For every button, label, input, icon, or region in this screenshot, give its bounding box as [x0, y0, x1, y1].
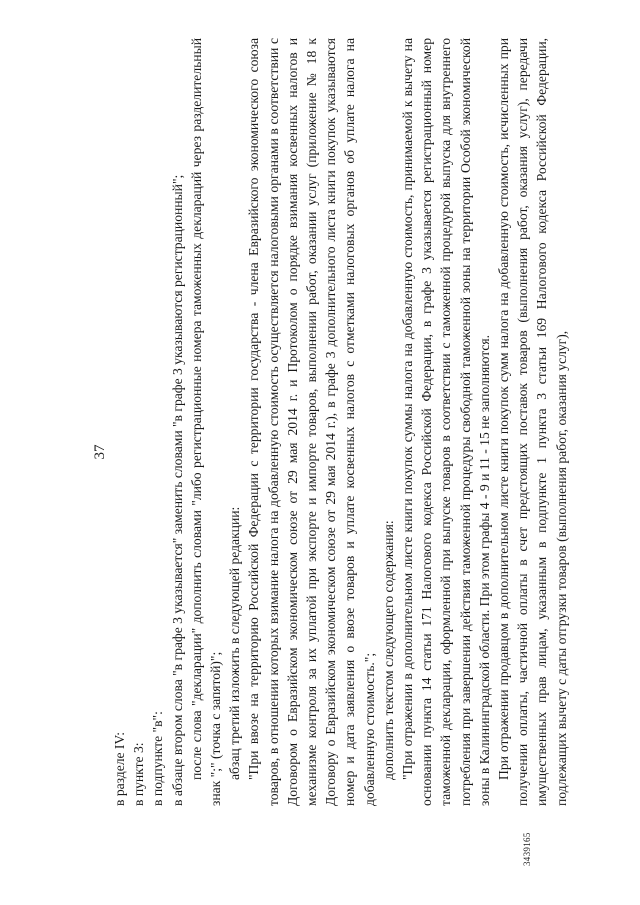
paragraph: дополнить текстом следующего содержания:	[380, 520, 396, 780]
paragraph: в пункте 3:	[131, 742, 147, 806]
paragraph: в подпункте "в":	[150, 711, 166, 806]
page-number: 37	[92, 444, 108, 460]
document-body	[110, 38, 571, 806]
paragraph: "При отражении в дополнительном листе книги покупок суммы налога на добавленную стоимость, принимаемой к вычету на основании пункта 14 статьи 171 Налогового кодекса Российской Федерации, в графе 3 указывается регистрационный номер таможенной декларации, оформленной при выпуске товаров в соответствии с таможенной процедурой выпуска для внутреннего потребления при завершении действия таможенной процедуры свободной таможенной зоны на территории Особой экономической зоны в Калининградской области. При этом графы 4 - 9 и 11 - 15 не заполняются.	[400, 38, 492, 806]
rotated-page	[40, 12, 600, 892]
paragraph: "При ввозе на территорию Российской Федерации с территории государства - члена Евразийского экономического союза товаров, в отношении которых взимание налога на добавленную стоимость осуществляется налоговыми органами в соответствии с Договором о Евразийском экономическом союзе от 29 мая 2014 г. и Протоколом о порядке взимания косвенных налогов и механизме контроля за их уплатой при экспорте и импорте товаров, выполнении работ, оказании услуг (приложение № 18 к Договору о Евразийском экономическом союзе от 29 мая 2014 г.), в графе 3 дополнительного листа книги покупок указываются номер и дата заявления о ввозе товаров и уплате косвенных налогов с отметками налоговых органов об уплате налога на добавленную стоимость.";	[246, 38, 377, 806]
paragraph: При отражении продавцом в дополнительном листе книги покупок сумм налога на добавленную стоимость, исчисленных при получении оплаты, частичной оплаты в счет предстоящих поставок товаров (выполнения работ, оказания услуг), передачи имущественных прав лицам, указанным в подпункте 1 пункта 3 статьи 169 Налогового кодекса Российской Федерации, подлежащих вычету с даты отгрузки товаров (выполнения работ, оказания услуг),	[496, 38, 569, 806]
paragraph: после слова "декларации" дополнить словами "либо регистрационные номера таможенных деклараций через разделительный знак ";" (точка с запятой)";	[188, 38, 224, 806]
document-code: 3439165	[522, 832, 532, 866]
paragraph: в разделе IV:	[112, 731, 127, 806]
paragraph: в абзаце втором слова "в графе 3 указывается" заменить словами "в графе 3 указываются регистрационный";	[169, 174, 185, 806]
paragraph: абзац третий изложить в следующей редакции:	[227, 506, 243, 780]
